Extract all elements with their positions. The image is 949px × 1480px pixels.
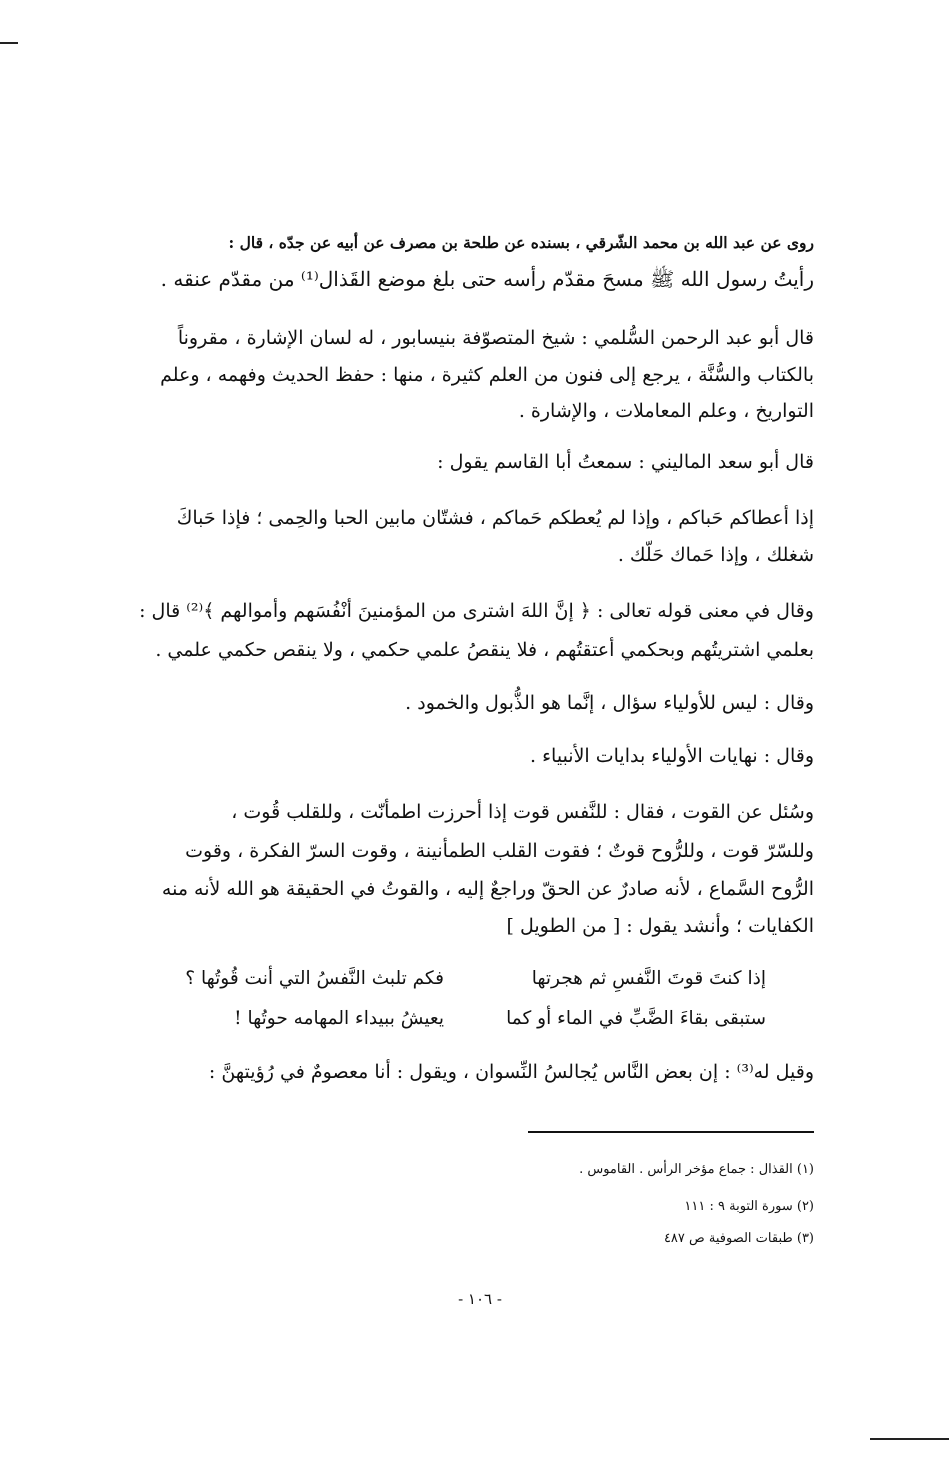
- text-line: الكفايات ؛ وأنشد يقول : [ من الطويل ]: [506, 915, 814, 937]
- text-line: رأيتُ رسول الله ﷺ مسحَ مقدّم رأسه حتى بلغ موضع القَذال⁽¹⁾ من مقدّم عنقه .: [160, 267, 814, 291]
- verse-first-hemistich: إذا كنتَ قوتَ النَّفسِ ثم هجرتها: [531, 968, 766, 989]
- text-line: قال أبو سعد الماليني : سمعتُ أبا القاسم يقول :: [437, 451, 814, 473]
- text-line: شغلك ، وإذا حَماك حَلّك .: [617, 544, 814, 566]
- main-text: [128, 0, 814, 1130]
- text-line: وقال : ليس للأولياء سؤال ، إنَّما هو الذُّبول والخمود .: [405, 692, 814, 714]
- scan-edge-mark: [870, 1438, 949, 1440]
- text-line: بعلمي اشتريتُهم وبحكمي أعتقتُهم ، فلا ينقصُ علمي حكمي ، ولا ينقص حكمي علمي .: [155, 639, 814, 661]
- text-line: بالكتاب والسُّنَّة ، يرجع إلى فنون من العلم كثيرة ، منها : حفظ الحديث وفهمه ، وعلم: [160, 364, 814, 386]
- footnote: (١) القذال : جماع مؤخر الرأس . القاموس .: [579, 1162, 814, 1177]
- text-line: وللسّرّ قوت ، وللرُّوح قوتٌ ؛ فقوت القلب الطمأنينة ، وقوت السرّ الفكرة ، وقوت: [185, 840, 814, 862]
- footnote: (٣) طبقات الصوفية ص ٤٨٧: [663, 1231, 814, 1246]
- text-line: إذا أعطاكم حَباكم ، وإذا لم يُعطكم حَماكم ، فشتّان مابين الحبا والحِمى ؛ فإذا حَباكَ: [176, 507, 814, 529]
- poem-verse: [128, 966, 814, 992]
- text-line: الرُّوح السَّماع ، لأنه صادرٌ عن الحقّ وراجعٌ إليه ، والقوتُ في الحقيقة هو الله لأنه منه: [161, 878, 814, 900]
- verse-second-hemistich: فكم تلبث النَّفسُ التي أنت قُوتُها ؟: [185, 968, 444, 989]
- text-line: قال أبو عبد الرحمن السُّلمي : شيخ المتصوّفة بنيسابور ، له لسان الإشارة ، مقروناً: [177, 327, 814, 349]
- text-line: وقيل له⁽³⁾ : إن بعض النَّاس يُجالسُ النِّسوان ، ويقول : أنا معصومٌ في رُؤيتهنَّ :: [208, 1061, 814, 1083]
- footnote: (٢) سورة التوبة ٩ : ١١١: [684, 1199, 814, 1214]
- text-line: وقال في معنى قوله تعالى : ﴿ إنَّ اللهَ اشترى من المؤمنينَ أنْفُسَهم وأموالهم ﴾⁽²⁾ قال :: [139, 600, 814, 622]
- text-line: وسُئل عن القوت ، فقال : للنَّفس قوت إذا أحرزت اطمأنّت ، وللقلب قُوت ،: [231, 801, 814, 823]
- text-line: التواريخ ، وعلم المعاملات ، والإشارة .: [518, 400, 814, 422]
- footnote-divider: [528, 1131, 814, 1133]
- scan-edge-mark: [0, 42, 18, 44]
- verse-first-hemistich: ستبقى بقاءَ الضَّبِّ في الماء أو كما: [506, 1008, 766, 1029]
- poem-verse: [128, 1006, 814, 1032]
- page-number: - ١٠٦ -: [458, 1290, 502, 1308]
- text-line: وقال : نهايات الأولياء بدايات الأنبياء .: [530, 745, 814, 767]
- verse-second-hemistich: يعيشُ ببيداء المهامه حوتُها !: [234, 1008, 444, 1029]
- text-line: روى عن عبد الله بن محمد الشّرقي ، بسنده عن طلحة بن مصرف عن أبيه عن جدّه ، قال :: [228, 233, 814, 252]
